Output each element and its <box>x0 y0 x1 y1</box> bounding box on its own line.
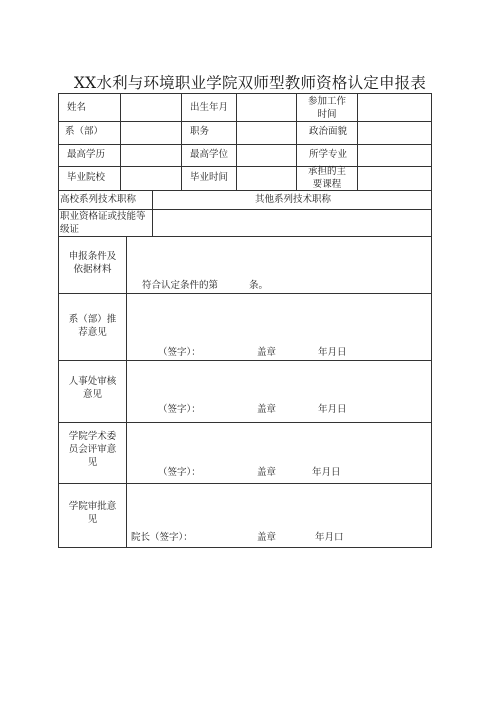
dept-label: 系（部） <box>65 126 104 137</box>
acad-opinion-label: 学院学术委 员会评审意 见 <box>68 431 117 468</box>
pres-opinion-label: 学院审批意 见 <box>68 501 117 525</box>
grad-time-field[interactable] <box>237 167 295 189</box>
titles-field[interactable] <box>153 191 430 208</box>
school-label: 毕业院校 <box>67 172 106 183</box>
dept-seal: 盖章 <box>257 347 277 358</box>
hr-opinion-label: 人事处审核 意见 <box>68 376 117 400</box>
acad-date: 年月日 <box>312 467 341 478</box>
pres-opinion-field[interactable] <box>127 484 430 529</box>
dept-field[interactable] <box>121 122 180 143</box>
acad-opinion-field[interactable] <box>127 423 430 464</box>
position-label: 职务 <box>190 126 210 137</box>
hr-sign: （签字）： <box>158 404 201 415</box>
apply-basis-suffix: 条。 <box>249 280 269 291</box>
apply-basis-label: 申报条件及 依据材料 <box>68 251 117 275</box>
work-start-field[interactable] <box>358 95 430 120</box>
univ-title-label: 高校系列技术职称 <box>60 194 137 205</box>
courses-label: 承担的主 要课程 <box>307 166 346 190</box>
grad-time-label: 毕业时间 <box>190 172 229 183</box>
cert-field[interactable] <box>153 210 430 235</box>
pres-date: 年月口 <box>315 532 344 543</box>
acad-seal: 盖章 <box>257 467 277 478</box>
hr-seal: 盖章 <box>257 404 277 415</box>
dept-date: 年月日 <box>318 347 347 358</box>
acad-sign: （签字）： <box>158 467 201 478</box>
major-label: 所学专业 <box>309 149 348 160</box>
politics-field[interactable] <box>358 122 430 143</box>
other-title-label: 其他系列技术职称 <box>255 194 332 205</box>
degree-label: 最高学位 <box>190 149 229 160</box>
education-field[interactable] <box>121 145 180 165</box>
politics-label: 政治面貌 <box>309 126 348 137</box>
birth-field[interactable] <box>237 95 295 120</box>
hr-opinion-field[interactable] <box>127 361 430 401</box>
name-field[interactable] <box>121 95 180 120</box>
pres-seal: 盖章 <box>257 532 277 543</box>
position-field[interactable] <box>237 122 295 143</box>
dept-opinion-label: 系（部）推 荐意见 <box>68 314 117 338</box>
dept-sign: （签字）： <box>158 347 201 358</box>
courses-field[interactable] <box>358 167 430 189</box>
application-form-table <box>58 93 432 548</box>
degree-field[interactable] <box>237 145 295 165</box>
cert-label: 职业资格证或技能等 级证 <box>60 211 146 235</box>
education-label: 最高学历 <box>67 149 106 160</box>
major-field[interactable] <box>358 145 430 165</box>
dept-opinion-field[interactable] <box>127 294 430 344</box>
apply-basis-text: 符合认定条件的第 <box>142 280 219 291</box>
hr-date: 年月日 <box>318 404 347 415</box>
apply-basis-field[interactable] <box>127 237 430 292</box>
birth-label: 出生年月 <box>190 102 229 113</box>
name-label: 姓名 <box>67 102 87 113</box>
school-field[interactable] <box>121 167 180 189</box>
pres-sign: 院长（签字）： <box>131 532 193 543</box>
work-start-label: 参加工作 时间 <box>307 96 346 120</box>
form-title: XX水利与环境职业学院双师型教师资格认定申报表 <box>73 74 427 92</box>
